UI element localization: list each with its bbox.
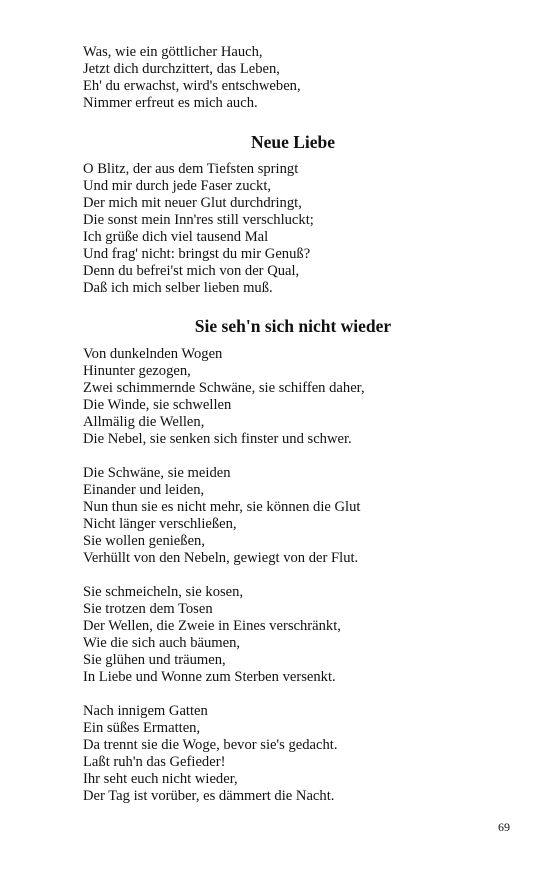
verse-line: Der mich mit neuer Glut durchdringt,	[83, 195, 302, 211]
verse-line: Nach innigem Gatten	[83, 703, 208, 719]
poem-sie-sehn-sich-nicht-wieder	[83, 316, 503, 805]
page-number: 69	[498, 820, 510, 834]
verse-line: Die Schwäne, sie meiden	[83, 465, 231, 481]
verse-line: Der Tag ist vorüber, es dämmert die Nacht.	[83, 788, 335, 804]
stanza	[83, 465, 503, 567]
poem-title: Neue Liebe	[250, 132, 336, 152]
stanza	[83, 44, 503, 112]
verse-line: Ihr seht euch nicht wieder,	[83, 771, 238, 787]
verse-line: Was, wie ein göttlicher Hauch,	[83, 44, 263, 60]
verse-line: Der Wellen, die Zweie in Eines verschränkt,	[83, 618, 341, 634]
verse-line: Nimmer erfreut es mich auch.	[83, 95, 258, 111]
verse-line: Sie glühen und träumen,	[83, 652, 226, 668]
verse-line: Sie trotzen dem Tosen	[83, 601, 213, 617]
verse-line: Ich grüße dich viel tausend Mal	[83, 229, 269, 245]
verse-line: Sie wollen genießen,	[83, 533, 205, 549]
verse-line: Nicht länger verschließen,	[83, 516, 237, 532]
verse-line: Wie die sich auch bäumen,	[83, 635, 241, 651]
verse-line: Und frag' nicht: bringst du mir Genuß?	[83, 246, 311, 262]
verse-line: Jetzt dich durchzittert, das Leben,	[83, 61, 280, 77]
verse-line: Von dunkelnden Wogen	[83, 346, 223, 362]
stanza	[83, 584, 503, 686]
page-body	[83, 44, 503, 805]
verse-line: Die Winde, sie schwellen	[83, 397, 232, 413]
verse-line: Zwei schimmernde Schwäne, sie schiffen daher,	[83, 380, 365, 396]
verse-line: Eh' du erwachst, wird's entschweben,	[83, 78, 301, 94]
verse-line: Daß ich mich selber lieben muß.	[83, 280, 273, 296]
verse-line: Die sonst mein Inn'res still verschluckt;	[83, 212, 314, 228]
verse-line: Sie schmeicheln, sie kosen,	[83, 584, 244, 600]
verse-line: Die Nebel, sie senken sich finster und schwer.	[83, 431, 352, 447]
verse-line: Einander und leiden,	[83, 482, 205, 498]
verse-line: Hinunter gezogen,	[83, 363, 191, 379]
verse-line: Und mir durch jede Faser zuckt,	[83, 178, 272, 194]
verse-line: Allmälig die Wellen,	[83, 414, 205, 430]
stanza	[83, 703, 503, 805]
verse-line: Ein süßes Ermatten,	[83, 720, 201, 736]
poem-neue-liebe	[83, 132, 503, 297]
verse-line: In Liebe und Wonne zum Sterben versenkt.	[83, 669, 336, 685]
verse-line: Laßt ruh'n das Gefieder!	[83, 754, 226, 770]
verse-line: Verhüllt von den Nebeln, gewiegt von der Flut.	[83, 550, 359, 566]
verse-line: Da trennt sie die Woge, bevor sie's gedacht.	[83, 737, 338, 753]
verse-line: O Blitz, der aus dem Tiefsten springt	[83, 161, 299, 177]
stanza	[83, 161, 503, 297]
verse-line: Denn du befrei'st mich von der Qual,	[83, 263, 300, 279]
poem-title: Sie seh'n sich nicht wieder	[194, 316, 392, 336]
poem-continuation	[83, 44, 503, 112]
verse-line: Nun thun sie es nicht mehr, sie können die Glut	[83, 499, 361, 515]
stanza	[83, 346, 503, 448]
